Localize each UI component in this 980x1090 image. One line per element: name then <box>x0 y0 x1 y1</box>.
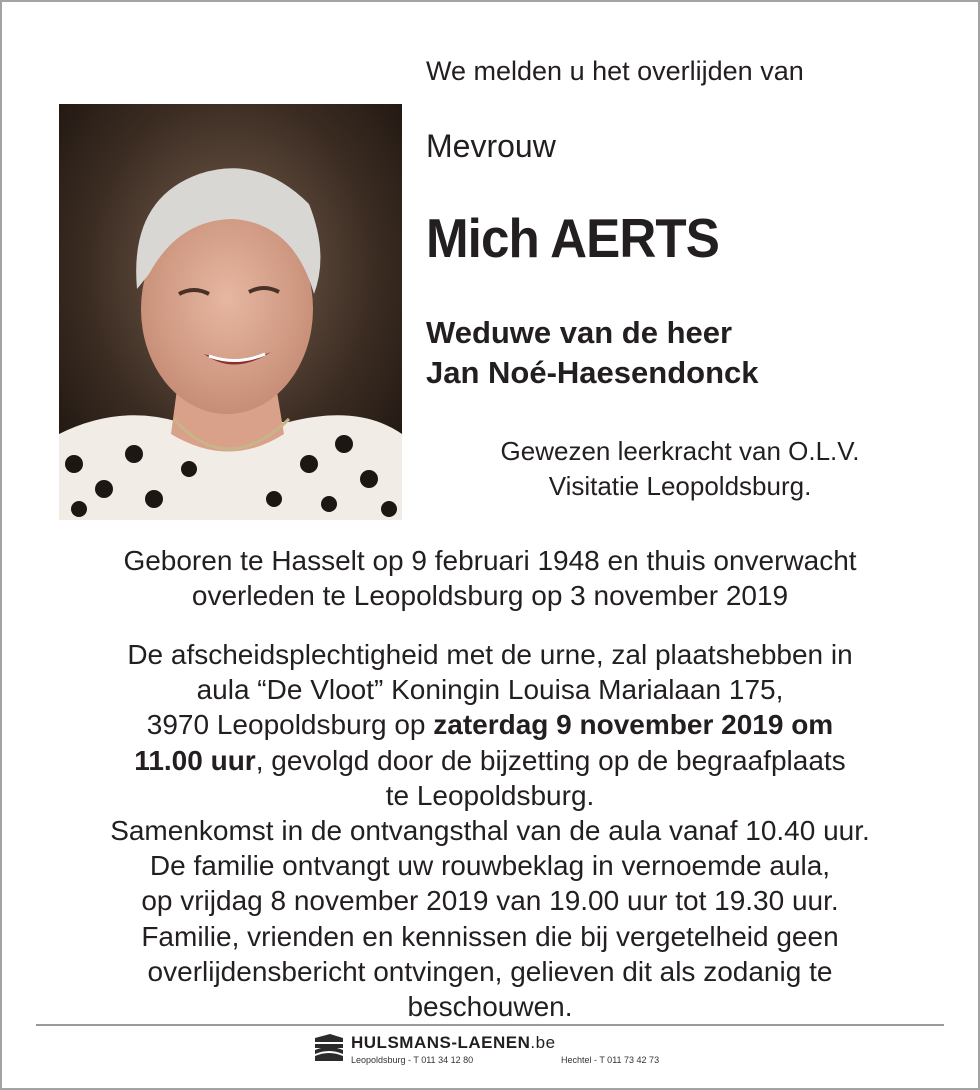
ceremony-line-8: op vrijdag 8 november 2019 van 19.00 uur tot 19.30 uur. <box>141 885 839 917</box>
funeral-home-logo-icon <box>312 1032 346 1064</box>
ceremony-date: zaterdag 9 november 2019 om <box>433 709 834 741</box>
funeral-home-brand <box>351 1033 556 1053</box>
ceremony-line-10: overlijdensbericht ontvingen, gelieven dit als zodanig te <box>147 955 833 987</box>
ceremony-line-7: De familie ontvangt uw rouwbeklag in vernoemde aula, <box>149 850 831 882</box>
ceremony-line-3 <box>40 707 940 742</box>
ceremony-line-5: te Leopoldsburg. <box>385 779 595 811</box>
honorific: Mevrouw <box>426 128 556 164</box>
born-line-1: Geboren te Hasselt op 9 februari 1948 en thuis onverwacht <box>123 545 857 576</box>
ceremony-line-11: beschouwen. <box>407 991 573 1023</box>
birth-death-paragraph <box>40 543 940 613</box>
ceremony-line-1: De afscheidsplechtigheid met de urne, zal plaatshebben in <box>127 639 853 670</box>
ceremony-place: 3970 Leopoldsburg op <box>146 709 434 741</box>
brand-tld: .be <box>530 1033 556 1052</box>
portrait-photo <box>59 104 402 520</box>
ceremony-burial: , gevolgd door de bijzetting op de begraafplaats <box>255 744 846 776</box>
contact-leopoldsburg: Leopoldsburg - T 011 34 12 80 <box>351 1055 474 1065</box>
ceremony-time: 11.00 uur <box>134 744 256 776</box>
occupation-line-2: Visitatie Leopoldsburg. <box>548 471 812 501</box>
ceremony-line-2: aula “De Vloot” Koningin Louisa Marialaan 175, <box>196 674 784 706</box>
contact-hechtel: Hechtel - T 011 73 42 73 <box>561 1055 660 1065</box>
ceremony-paragraph <box>40 637 940 1024</box>
deceased-name: Mich AERTS <box>426 207 719 269</box>
spouse-line-1: Weduwe van de heer <box>426 315 733 350</box>
ceremony-line-6: Samenkomst in de ontvangsthal van de aula vanaf 10.40 uur. <box>110 815 870 847</box>
ceremony-line-9: Familie, vrienden en kennissen die bij vergetelheid geen <box>141 920 839 952</box>
footer-divider <box>36 1024 944 1026</box>
ceremony-line-4 <box>40 743 940 778</box>
spouse-line-2: Jan Noé-Haesendonck <box>426 355 759 390</box>
occupation-line-1: Gewezen leerkracht van O.L.V. <box>500 436 860 466</box>
intro-text: We melden u het overlijden van <box>426 56 804 86</box>
born-line-2: overleden te Leopoldsburg op 3 november 2019 <box>191 580 789 612</box>
brand-name: HULSMANS-LAENEN <box>351 1033 531 1052</box>
